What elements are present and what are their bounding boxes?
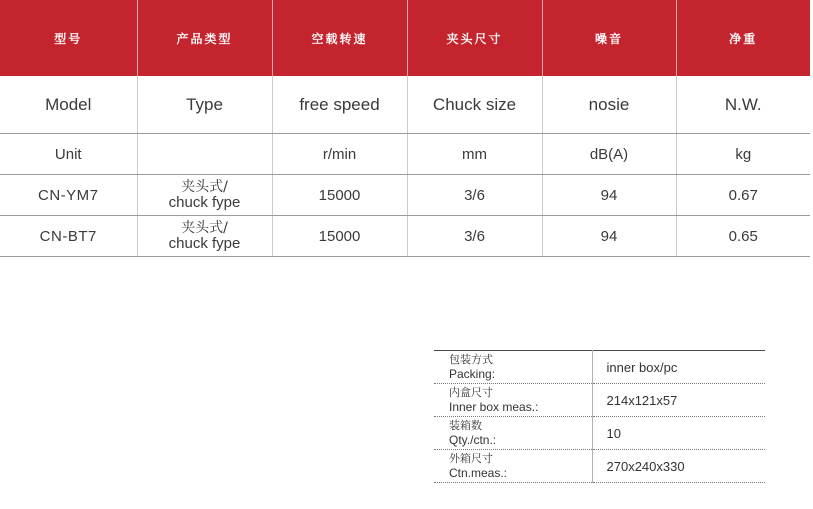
- row-type-en: chuck fype: [168, 194, 241, 211]
- carton-value: 270x240x330: [592, 450, 765, 483]
- header-type-zh: 产品类型: [137, 0, 272, 76]
- qty-label: [434, 417, 592, 450]
- row-weight: 0.65: [676, 216, 810, 257]
- en-header-noise: nosie: [542, 76, 676, 134]
- spec-header-row: [0, 0, 810, 76]
- inner-box-value: 214x121x57: [592, 384, 765, 417]
- en-header-weight: N.W.: [676, 76, 810, 134]
- en-header-row: [0, 76, 810, 134]
- carton-label: [434, 450, 592, 483]
- header-noise-zh: 噪音: [542, 0, 676, 76]
- en-header-chuck: Chuck size: [407, 76, 542, 134]
- header-speed-zh: 空载转速: [272, 0, 407, 76]
- qty-label-en: Qty./ctn.:: [449, 433, 497, 447]
- row-type-zh: 夹头式/: [181, 179, 228, 195]
- inner-box-label-en: Inner box meas.:: [449, 400, 539, 414]
- row-noise: 94: [542, 216, 676, 257]
- header-weight-zh: 净重: [676, 0, 810, 76]
- inner-box-row: [434, 384, 765, 417]
- packing-label: [434, 351, 592, 384]
- carton-label-en: Ctn.meas.:: [449, 466, 508, 480]
- row-model: CN-YM7: [0, 175, 137, 216]
- row-type: [137, 216, 272, 257]
- table-row: [0, 175, 810, 216]
- carton-row: [434, 450, 765, 483]
- row-weight: 0.67: [676, 175, 810, 216]
- packing-value: inner box/pc: [592, 351, 765, 384]
- unit-row: [0, 134, 810, 175]
- row-type-zh: 夹头式/: [181, 220, 228, 236]
- unit-noise: dB(A): [542, 134, 676, 175]
- unit-type: [137, 134, 272, 175]
- row-model: CN-BT7: [0, 216, 137, 257]
- inner-box-label-zh: 内盒尺寸: [449, 386, 493, 399]
- en-header-speed: free speed: [272, 76, 407, 134]
- en-header-model: Model: [0, 76, 137, 134]
- header-model-zh: 型号: [0, 0, 137, 76]
- header-chuck-zh: 夹头尺寸: [407, 0, 542, 76]
- row-speed: 15000: [272, 175, 407, 216]
- qty-value: 10: [592, 417, 765, 450]
- packing-row: [434, 351, 765, 384]
- en-header-type: Type: [137, 76, 272, 134]
- packing-table: [434, 350, 765, 483]
- row-speed: 15000: [272, 216, 407, 257]
- packing-label-zh: 包装方式: [449, 353, 493, 366]
- row-type: [137, 175, 272, 216]
- unit-chuck: mm: [407, 134, 542, 175]
- qty-row: [434, 417, 765, 450]
- packing-label-en: Packing:: [449, 367, 496, 381]
- unit-weight: kg: [676, 134, 810, 175]
- carton-label-zh: 外箱尺寸: [449, 452, 493, 465]
- row-type-en: chuck fype: [168, 235, 241, 252]
- unit-speed: r/min: [272, 134, 407, 175]
- unit-label: Unit: [0, 134, 137, 175]
- row-chuck: 3/6: [407, 216, 542, 257]
- table-row: [0, 216, 810, 257]
- row-noise: 94: [542, 175, 676, 216]
- row-chuck: 3/6: [407, 175, 542, 216]
- qty-label-zh: 装箱数: [449, 419, 482, 432]
- inner-box-label: [434, 384, 592, 417]
